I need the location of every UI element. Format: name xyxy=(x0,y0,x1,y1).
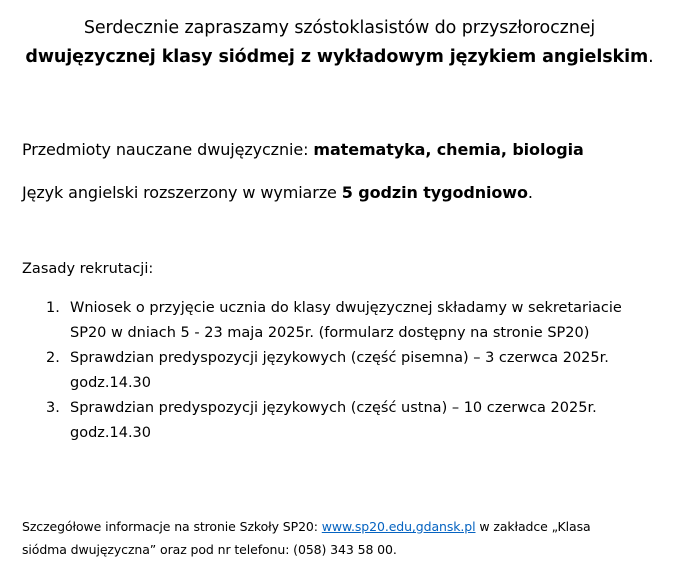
footer-line-2: siódma dwujęzyczna” oraz pod nr telefonu: (058) 343 58 00. xyxy=(22,542,397,557)
heading-line-1: Serdecznie zapraszamy szóstoklasistów do przyszłorocznej xyxy=(83,18,596,38)
subjects-label: Przedmioty nauczane dwujęzycznie: xyxy=(22,140,314,159)
english-hours: 5 godzin tygodniowo xyxy=(341,183,528,202)
recruitment-item xyxy=(46,396,597,446)
recruitment-item-number: 1. xyxy=(46,300,60,316)
recruitment-item-number: 2. xyxy=(46,350,60,366)
english-suffix: . xyxy=(527,183,533,202)
heading-bold-text: dwujęzycznej klasy siódmej z wykładowym językiem angielskim xyxy=(25,47,649,67)
recruitment-item-line1: Sprawdzian predyspozycji językowych (część ustna) – 10 czerwca 2025r. xyxy=(70,400,597,416)
footer-line-1 xyxy=(22,515,591,538)
school-website-link[interactable]: www.sp20.edu,gdansk.pl xyxy=(321,519,476,534)
recruitment-item xyxy=(46,296,622,346)
subjects-list: matematyka, chemia, biologia xyxy=(313,140,584,159)
recruitment-item-line1: Wniosek o przyjęcie ucznia do klasy dwujęzycznej składamy w sekretariacie xyxy=(70,300,622,316)
footer-prefix: Szczegółowe informacje na stronie Szkoły SP20: xyxy=(22,519,322,534)
recruitment-item-line1: Sprawdzian predyspozycji językowych (część pisemna) – 3 czerwca 2025r. xyxy=(70,350,609,366)
recruitment-item xyxy=(46,346,609,396)
footer-middle: w zakładce „Klasa xyxy=(475,519,591,534)
recruitment-item-line2: SP20 w dniach 5 - 23 maja 2025r. (formularz dostępny na stronie SP20) xyxy=(70,325,590,341)
subjects-line xyxy=(22,140,584,159)
recruitment-item-number: 3. xyxy=(46,400,60,416)
heading-line-2 xyxy=(0,47,679,67)
english-hours-line xyxy=(22,183,533,202)
recruitment-title: Zasady rekrutacji: xyxy=(22,261,154,277)
footer-info xyxy=(22,515,591,561)
english-prefix: Język angielski rozszerzony w wymiarze xyxy=(22,183,342,202)
recruitment-item-line2: godz.14.30 xyxy=(70,425,152,441)
recruitment-item-line2: godz.14.30 xyxy=(70,375,152,391)
heading-period: . xyxy=(648,47,654,67)
